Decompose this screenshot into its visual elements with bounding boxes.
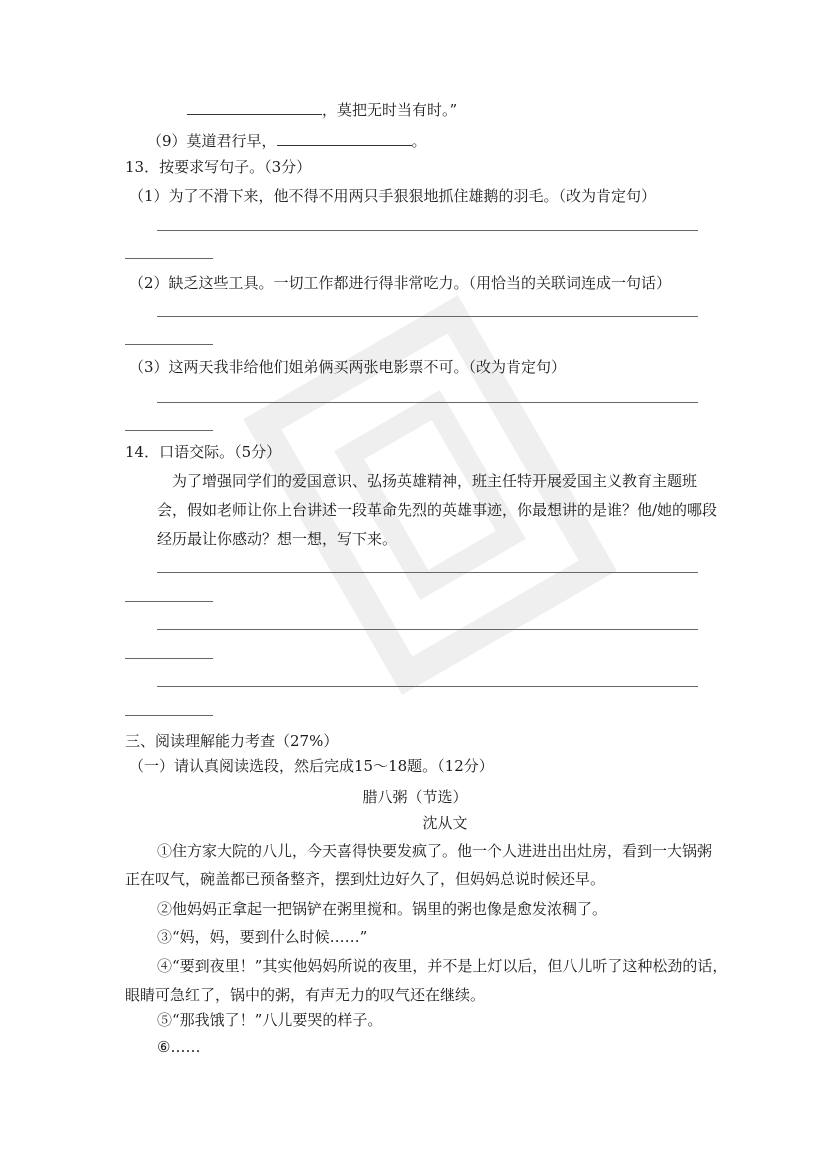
passage-line: ②他妈妈正拿起一把锅铲在粥里搅和。锅里的粥也像是愈发浓稠了。 — [157, 900, 608, 918]
passage-line: ③“妈，妈，要到什么时候……” — [157, 928, 368, 946]
answer-blank[interactable] — [277, 131, 412, 146]
section-3-part-1: （一）请认真阅读选段，然后完成15～18题。（12分） — [129, 757, 494, 775]
answer-line[interactable] — [125, 658, 213, 659]
answer-line[interactable] — [157, 230, 698, 231]
answer-line[interactable] — [125, 344, 213, 345]
q14-title: 14．口语交际。（5分） — [125, 443, 282, 461]
poem-line-continuation — [187, 100, 457, 120]
answer-line[interactable] — [157, 629, 698, 630]
answer-line[interactable] — [157, 316, 698, 317]
passage-line: 眼睛可急红了，锅中的粥，有声无力的叹气还在继续。 — [125, 986, 486, 1004]
watermark-logo — [235, 287, 625, 703]
poem-text: ，莫把无时当有时。” — [322, 101, 458, 119]
passage-line: ①住方家大院的八儿，今天喜得快要发疯了。他一个人进进出出灶房，看到一大锅粥 — [157, 842, 713, 860]
q14-prompt-line: 经历最让你感动？想一想，写下来。 — [157, 530, 398, 548]
q13-item-3: （3）这两天我非给他们姐弟俩买两张电影票不可。（改为肯定句） — [129, 358, 567, 376]
answer-line[interactable] — [125, 601, 213, 602]
passage-line: ⑤“那我饿了！”八儿要哭的样子。 — [157, 1011, 383, 1029]
q14-prompt-line: 为了增强同学们的爱国意识、弘扬英雄精神，班主任特开展爱国主义教育主题班 — [172, 472, 698, 490]
q13-item-1: （1）为了不滑下来，他不得不用两只手狠狠地抓住雄鹅的羽毛。（改为肯定句） — [129, 187, 657, 205]
passage-line: 正在叹气，碗盖都已预备整齐，摆到灶边好久了，但妈妈总说时候还早。 — [125, 870, 606, 888]
q14-prompt-line: 会，假如老师让你上台讲述一段革命先烈的英雄事迹，你最想讲的是谁？他/她的哪段 — [157, 501, 718, 519]
q13-item-2: （2）缺乏这些工具。一切工作都进行得非常吃力。（用恰当的关联词连成一句话） — [129, 274, 672, 292]
passage-line: ⑥…… — [157, 1038, 201, 1056]
item-9 — [147, 131, 427, 151]
answer-line[interactable] — [125, 258, 213, 259]
answer-line[interactable] — [157, 402, 698, 403]
item-9-text: （9）莫道君行早， — [147, 132, 277, 150]
answer-line[interactable] — [157, 572, 698, 573]
answer-line[interactable] — [157, 686, 698, 687]
section-3-title: 三、阅读理解能力考查（27%） — [125, 732, 339, 750]
passage-author: 沈从文 — [422, 814, 468, 832]
answer-line[interactable] — [125, 715, 213, 716]
answer-line[interactable] — [125, 430, 213, 431]
item-9-suffix: 。 — [411, 132, 427, 150]
passage-title: 腊八粥（节选） — [362, 788, 468, 806]
q13-title: 13．按要求写句子。（3分） — [125, 158, 312, 176]
answer-blank[interactable] — [187, 100, 322, 115]
passage-line: ④“要到夜里！”其实他妈妈所说的夜里，并不是上灯以后，但八儿听了这种松劲的话， — [157, 957, 728, 975]
